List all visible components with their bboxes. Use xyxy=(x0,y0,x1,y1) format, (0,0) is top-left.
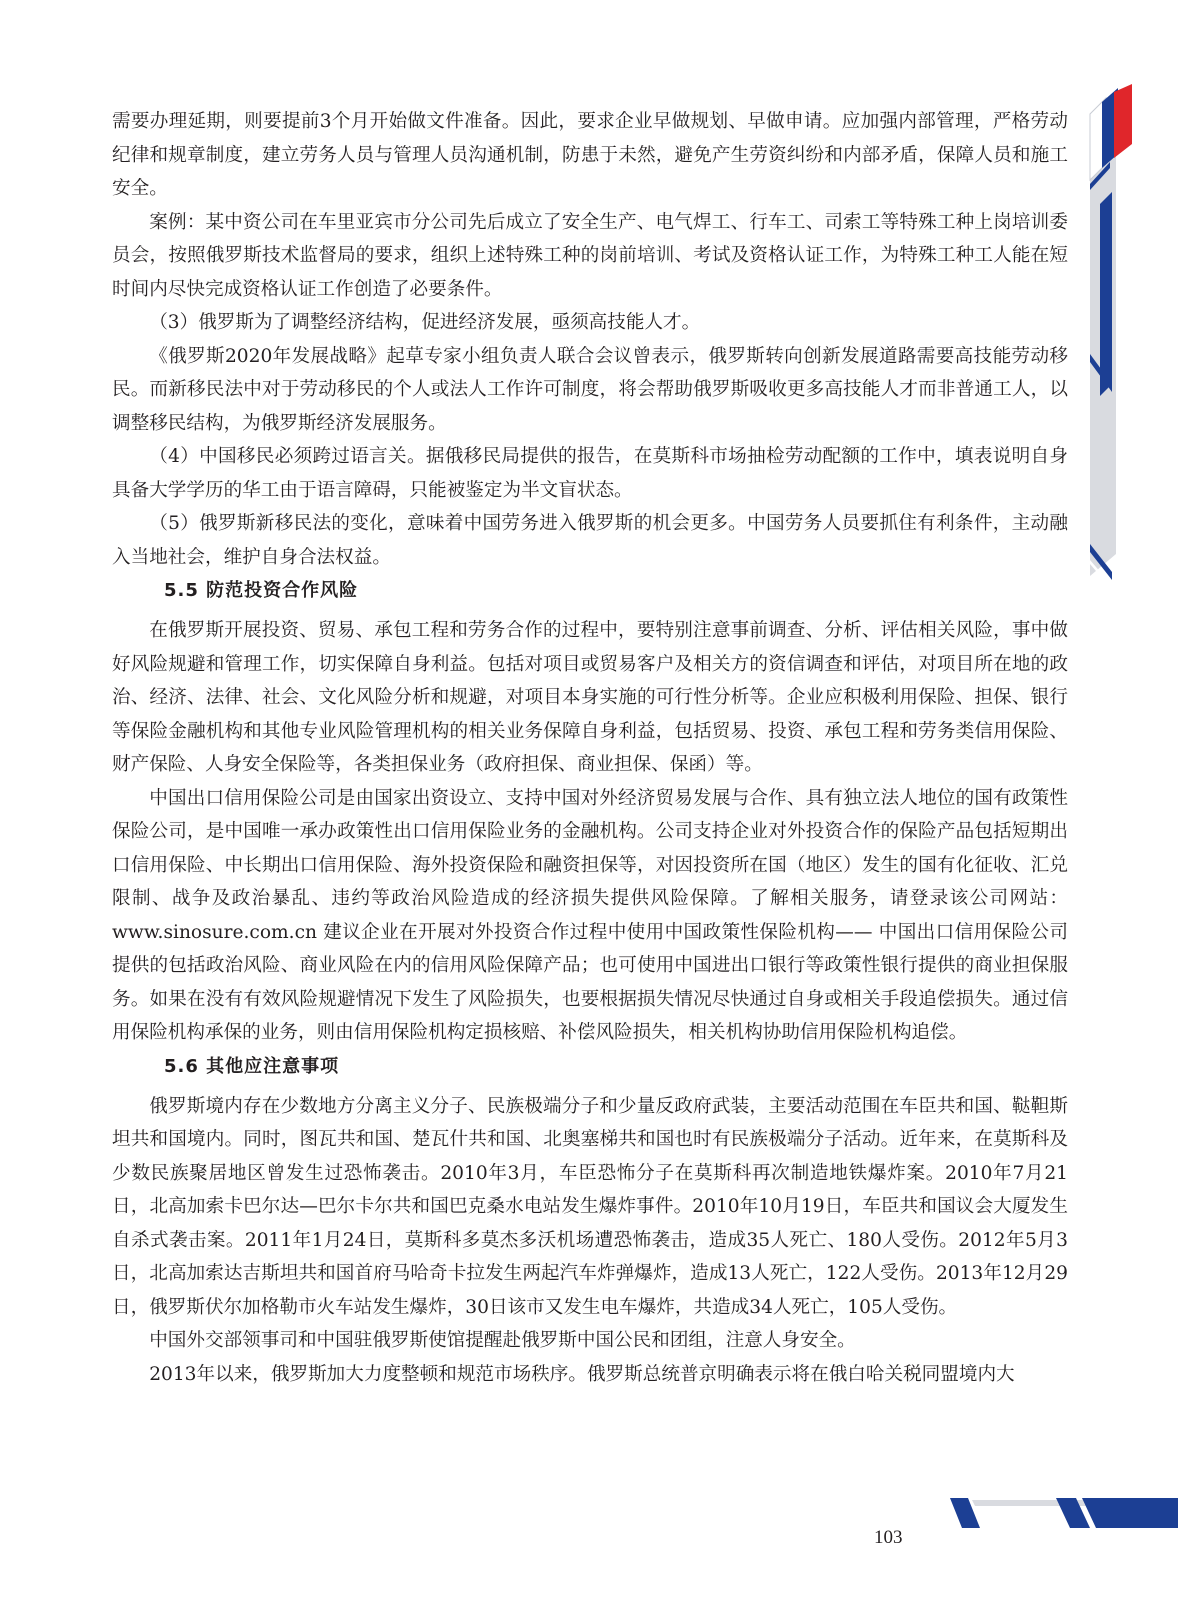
paragraph: 案例：某中资公司在车里亚宾市分公司先后成立了安全生产、电气焊工、行车工、司索工等特殊工种上岗培训委员会，按照俄罗斯技术监督局的要求，组织上述特殊工种的岗前培训、考试及资格认证工作，为特殊工种工人能在短时间内尽快完成资格认证工作创造了必要条件。 xyxy=(112,211,1068,300)
blue-bar xyxy=(1100,192,1112,396)
right-edge-decoration xyxy=(1076,84,1178,584)
paragraph: 需要办理延期，则要提前3个月开始做文件准备。因此，要求企业早做规划、早做申请。应加强内部管理，严格劳动纪律和规章制度，建立劳务人员与管理人员沟通机制，防患于未然，避免产生劳资纠纷和内部矛盾，保障人员和施工安全。 xyxy=(112,111,1068,199)
section-heading-5-5: 5.5 防范投资合作风险 xyxy=(164,580,359,601)
paragraph: （5）俄罗斯新移民法的变化，意味着中国劳务进入俄罗斯的机会更多。中国劳务人员要抓住有利条件，主动融入当地社会，维护自身合法权益。 xyxy=(112,513,1068,568)
flag-red xyxy=(1114,84,1132,158)
paragraph: （4）中国移民必须跨过语言关。据俄移民局提供的报告，在莫斯科市场抽检劳动配额的工作中，填表说明自身具备大学学历的华工由于语言障碍，只能被鉴定为半文盲状态。 xyxy=(112,446,1068,501)
paragraph: 2013年以来，俄罗斯加大力度整顿和规范市场秩序。俄罗斯总统普京明确表示将在俄白哈关税同盟境内大 xyxy=(149,1363,1015,1385)
paragraph: 在俄罗斯开展投资、贸易、承包工程和劳务合作的过程中，要特别注意事前调查、分析、评估相关风险，事中做好风险规避和管理工作，切实保障自身利益。包括对项目或贸易客户及相关方的资信调查和评估，对项目所在地的政治、经济、法律、社会、文化风险分析和规避，对项目本身实施的可行性分析等。企业应积极利用保险、担保、银行等保险金融机构和其他专业风险管理机构的相关业务保障自身利益，包括贸易、投资、承包工程和劳务类信用保险、财产保险、人身安全保险等，各类担保业务（政府担保、商业担保、保函）等。 xyxy=(112,620,1068,775)
page-body xyxy=(112,105,1068,1391)
paragraph: 《俄罗斯2020年发展战略》起草专家小组负责人联合会议曾表示，俄罗斯转向创新发展道路需要高技能劳动移民。而新移民法中对于劳动移民的个人或法人工作许可制度，将会帮助俄罗斯吸收更多高技能人才而非普通工人，以调整移民结构，为俄罗斯经济发展服务。 xyxy=(112,345,1068,434)
footer-block xyxy=(1082,1498,1178,1528)
paragraph: 中国出口信用保险公司是由国家出资设立、支持中国对外经济贸易发展与合作、具有独立法人地位的国有政策性保险公司，是中国唯一承办政策性出口信用保险业务的金融机构。公司支持企业对外投资合作的保险产品包括短期出口信用保险、中长期出口信用保险、海外投资保险和融资担保等，对因投资所在国（地区）发生的国有化征收、汇兑限制、战争及政治暴乱、违约等政治风险造成的经济损失提供风险保障。了解相关服务，请登录该公司网站：www.sinosure.com.cn 建议企业在开展对外投资合作过程中使用中国政策性保险机构—— 中国出口信用保险公司提供的包括政治风险、商业风险在内的信用风险保障产品；也可使用中国进出口银行等政策性银行提供的商业担保服务。如果在没有有效风险规避情况下发生了风险损失，也要根据损失情况尽快通过自身或相关手段追偿损失。通过信用保险机构承保的业务，则由信用保险机构定损核赔、补偿风险损失，相关机构协助信用保险机构追偿。 xyxy=(112,787,1068,1043)
section-heading-5-6: 5.6 其他应注意事项 xyxy=(164,1055,340,1077)
footer-decoration xyxy=(950,1498,1178,1538)
paragraph: （3）俄罗斯为了调整经济结构，促进经济发展，亟须高技能人才。 xyxy=(149,312,701,333)
paragraph: 中国外交部领事司和中国驻俄罗斯使馆提醒赴俄罗斯中国公民和团组，注意人身安全。 xyxy=(149,1330,856,1351)
paragraph: 俄罗斯境内存在少数地方分离主义分子、民族极端分子和少量反政府武装，主要活动范围在车臣共和国、鞑靼斯坦共和国境内。同时，图瓦共和国、楚瓦什共和国、北奥塞梯共和国也时有民族极端分子活动。近年来，在莫斯科及少数民族聚居地区曾发生过恐怖袭击。2010年3月，车臣恐怖分子在莫斯科再次制造地铁爆炸案。2010年7月21日，北高加索卡巴尔达—巴尔卡尔共和国巴克桑水电站发生爆炸事件。2010年10月19日，车臣共和国议会大厦发生自杀式袭击案。2011年1月24日，莫斯科多莫杰多沃机场遭恐怖袭击，造成35人死亡、180人受伤。2012年5月3日，北高加索达吉斯坦共和国首府马哈奇卡拉发生两起汽车炸弹爆炸，造成13人死亡，122人受伤。2013年12月29日，俄罗斯伏尔加格勒市火车站发生爆炸，30日该市又发生电车爆炸，共造成34人死亡，105人受伤。 xyxy=(112,1095,1068,1318)
page-number: 103 xyxy=(874,1527,903,1548)
